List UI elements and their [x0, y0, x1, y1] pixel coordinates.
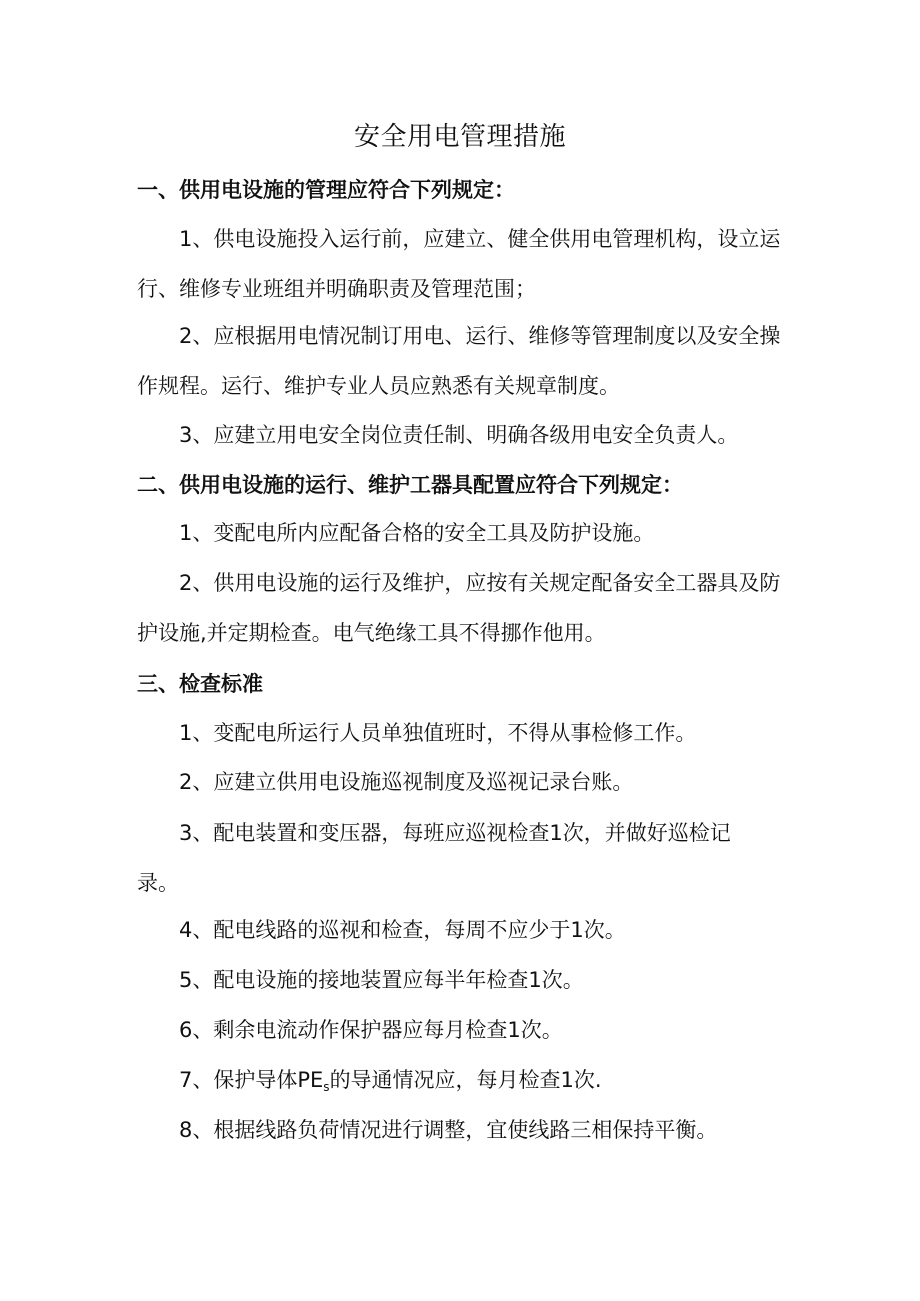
paragraph-3-7-subscript: s — [323, 1080, 330, 1094]
paragraph-2-2: 2、供用电设施的运行及维护，应按有关规定配备安全工器具及防护设施,并定期检查。电气绝缘工具不得挪作他用。 — [137, 571, 781, 645]
paragraph-3-4: 4、配电线路的巡视和检查，每周不应少于1次。 — [179, 918, 626, 942]
paragraph-1-2: 2、应根据用电情况制订用电、运行、维修等管理制度以及安全操作规程。运行、维护专业人员应熟悉有关规章制度。 — [137, 324, 781, 398]
paragraph-3-7 — [137, 1055, 797, 1112]
paragraph-1-3: 3、应建立用电安全岗位责任制、明确各级用电安全负责人。 — [179, 423, 739, 447]
paragraph-3-2: 2、应建立供用电设施巡视制度及巡视记录台账。 — [179, 770, 634, 794]
paragraph-3-1: 1、变配电所运行人员单独值班时，不得从事检修工作。 — [179, 721, 697, 745]
paragraph-3-8: 8、根据线路负荷情况进行调整，宜使线路三相保持平衡。 — [179, 1118, 718, 1142]
section-heading-2: 二、供用电设施的运行、维护工器具配置应符合下列规定： — [137, 473, 683, 497]
paragraph-3-7-before: 7、保护导体PE — [179, 1068, 324, 1092]
paragraph-1-1: 1、供电设施投入运行前，应建立、健全供用电管理机构，设立运行、维修专业班组并明确职责及管理范围； — [137, 227, 781, 301]
paragraph-3-6: 6、剩余电流动作保护器应每月检查1次。 — [179, 1018, 563, 1042]
paragraph-3-7-after: 的导通情况应，每月检查1次. — [329, 1068, 602, 1092]
section-heading-3: 三、检查标准 — [137, 672, 263, 696]
document-title: 安全用电管理措施 — [353, 122, 566, 152]
paragraph-3-5: 5、配电设施的接地装置应每半年检查1次。 — [179, 968, 584, 992]
paragraph-2-1: 1、变配电所内应配备合格的安全工具及防护设施。 — [179, 521, 655, 545]
section-heading-1: 一、供用电设施的管理应符合下列规定： — [137, 178, 515, 202]
paragraph-3-3: 3、配电装置和变压器，每班应巡视检查1次，并做好巡检记录。 — [137, 821, 731, 895]
